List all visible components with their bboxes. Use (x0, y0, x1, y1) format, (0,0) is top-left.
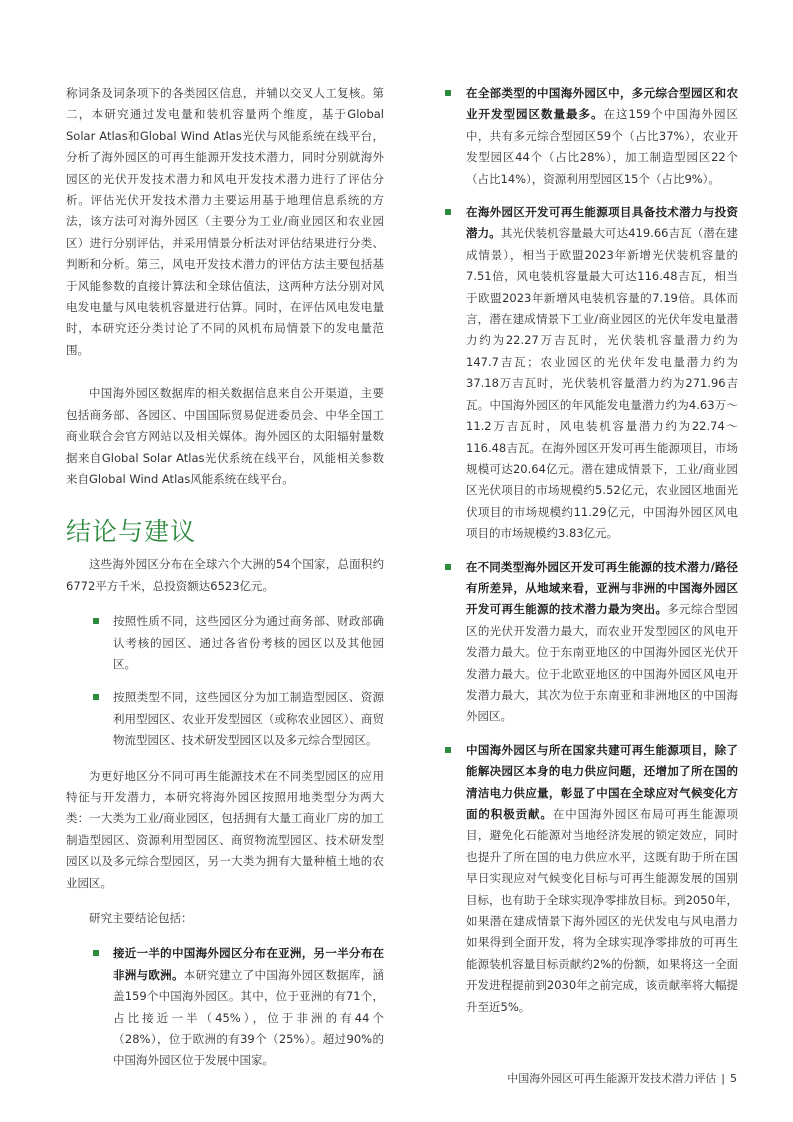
square-bullet-icon (445, 564, 451, 570)
page-number: 5 (730, 1072, 737, 1085)
conclusion-text (466, 202, 738, 545)
square-bullet-icon (93, 950, 99, 956)
conclusion-bold: 在海外园区开发可再生能源项目具备技术潜力与投资潜力。 (466, 205, 738, 241)
square-bullet-icon (93, 618, 99, 624)
paragraph-distribution: 这些海外园区分布在全球六个大洲的54个国家，总面积约6772平方千米，总投资额达6523亿元。 (66, 557, 384, 593)
list-item (90, 687, 384, 751)
left-column (66, 83, 384, 1084)
footer-separator: | (721, 1072, 725, 1085)
list-item (90, 611, 384, 675)
conclusion-bold: 在全部类型的中国海外园区中，多元综合型园区和农业开发型园区数量最多。 (466, 86, 738, 122)
category-bullet-list (90, 611, 384, 751)
conclusion-body: 在这159个中国海外园区中，共有多元综合型园区59个（占比37%），农业开发型园区44个（占比28%），加工制造型园区22个（占比14%），资源利用型园区15个（占比9%）。 (466, 107, 739, 186)
conclusion-bold: 中国海外园区与所在国家共建可再生能源项目，除了能解决园区本身的电力供应问题，还增加了所在国的清洁电力供应量，彰显了中国在全球应对气候变化方面的积极贡献。 (466, 742, 738, 821)
conclusion-item (90, 943, 384, 1071)
section-heading: 结论与建议 (66, 517, 197, 547)
conclusion-text (466, 740, 738, 1018)
conclusion-body: 多元综合型园区的光伏开发潜力最大，而农业开发型园区的风电开发潜力最大。位于东南亚地区的中国海外园区光伏开发潜力最大。位于北欧亚地区的中国海外园区风电开发潜力最大，其次为位于东南亚和非洲地区的中国海外园区。 (466, 602, 739, 724)
conclusion-item (444, 740, 738, 1018)
square-bullet-icon (93, 694, 99, 700)
footer-title: 中国海外园区可再生能源开发技术潜力评估 (507, 1072, 717, 1085)
conclusion-body: 其光伏装机容量最大可达419.66吉瓦（潜在建成情景），相当于欧盟2023年新增光伏装机容量的7.51倍，风电装机容量最大可达116.48吉瓦，相当于欧盟2023年新增风电装机容量的7.19倍。具体而言，潜在建成情景下工业/商业园区的光伏年发电量潜力约为22.27万吉瓦时，光伏装机容量潜力约为147.7吉瓦；农业园区的光伏年发电量潜力约为37.18万吉瓦时，光伏装机容量潜力约为271.96吉瓦。中国海外园区的年风能发电量潜力约为4.63万～11.2万吉瓦时，风电装机容量潜力约为22.74～116.48吉瓦。在海外园区开发可再生能源项目，市场规模可达20.64亿元。潜在建成情景下，工业/商业园区光伏项目的市场规模约5.52亿元，农业园区地面光伏项目的市场规模约11.29亿元，中国海外园区风电项目的市场规模约3.83亿元。 (466, 226, 738, 541)
square-bullet-icon (445, 747, 451, 753)
conclusion-bold: 在不同类型海外园区开发可再生能源的技术潜力/路径有所差异，从地域来看，亚洲与非洲的中国海外园区开发可再生能源的技术潜力最为突出。 (466, 559, 738, 617)
paragraph-conclusions-intro: 研究主要结论包括： (89, 911, 193, 925)
square-bullet-icon (445, 90, 451, 96)
square-bullet-icon (445, 209, 451, 215)
conclusion-bullet-list (90, 943, 384, 1071)
list-item-text: 按照性质不同，这些园区分为通过商务部、财政部确认考核的园区、通过各省份考核的园区以及其他园区。 (113, 614, 384, 671)
paragraph-methodology: 称词条及词条项下的各类园区信息，并辅以交叉人工复核。第二，本研究通过发电量和装机容量两个维度，基于Global Solar Atlas和Global Wind Atlas光伏与风能系统在线平台，分析了海外园区的可再生能源开发技术潜力，同时分别就海外园区的光伏开发技术潜力和风电开发技术潜力进行了评估分析。评估光伏开发技术潜力主要运用基于地理信息系统的方法，该方法可对海外园区（主要分为工业/商业园区和农业园区）进行分别评估，并采用情景分析法对评估结果进行分类、判断和分析。第三，风电开发技术潜力的评估方法主要包括基于风能参数的直接计算法和全球估值法，这两种方法分别对风电发电量与风电装机容量进行估算。同时，在评估风电发电量时，本研究还分类讨论了不同的风机布局情景下的发电量范围。 (66, 86, 384, 357)
conclusion-bullet-list-right (444, 83, 738, 1018)
paragraph-classification: 为更好地区分不同可再生能源技术在不同类型园区的应用特征与开发潜力，本研究将海外园区按照用地类型分为两大类：一大类为工业/商业园区，包括拥有大量工商业厂房的加工制造型园区、资源利用型园区、商贸物流型园区、技术研发型园区以及多元综合型园区，另一大类为拥有大量种植土地的农业园区。 (66, 768, 384, 890)
conclusion-text (466, 83, 738, 190)
paragraph-data-sources: 中国海外园区数据库的相关数据信息来自公开渠道，主要包括商务部、各园区、中国国际贸易促进委员会、中华全国工商业联合会官方网站以及相关媒体。海外园区的太阳辐射量数据来自Global Solar Atlas光伏系统在线平台，风能相关参数来自Global Wind Atlas风能系统在线平台。 (66, 386, 384, 486)
page-footer (507, 1070, 737, 1086)
conclusion-item (444, 83, 738, 190)
conclusion-item (444, 202, 738, 545)
conclusion-body: 在中国海外园区布局可再生能源项目，避免化石能源对当地经济发展的锁定效应，同时也提升了所在国的电力供应水平，这既有助于所在国早日实现应对气候变化目标与可再生能源发展的国别目标，也有助于全球实现净零排放目标。到2050年，如果潜在建成情景下海外园区的光伏发电与风电潜力如果得到全面开发，将为全球实现净零排放的可再生能源装机容量目标贡献约2%的份额，如果将这一全面开发进程提前到2030年之前完成，该贡献率将大幅提升至近5%。 (466, 807, 739, 1014)
conclusion-text (113, 943, 384, 1071)
right-column (444, 83, 738, 1030)
conclusion-text (466, 557, 738, 728)
list-item-text: 按照类型不同，这些园区分为加工制造型园区、资源利用型园区、农业开发型园区（或称农业园区）、商贸物流型园区、技术研发型园区以及多元综合型园区。 (113, 690, 384, 748)
conclusion-item (444, 557, 738, 728)
conclusion-bold: 接近一半的中国海外园区分布在亚洲，另一半分布在非洲与欧洲。 (113, 946, 384, 982)
conclusion-body: 本研究建立了中国海外园区数据库，涵盖159个中国海外园区。其中，位于亚洲的有71个，占比接近一半（45%），位于非洲的有44个（28%），位于欧洲的有39个（25%）。超过90%的中国海外园区位于发展中国家。 (113, 967, 385, 1068)
